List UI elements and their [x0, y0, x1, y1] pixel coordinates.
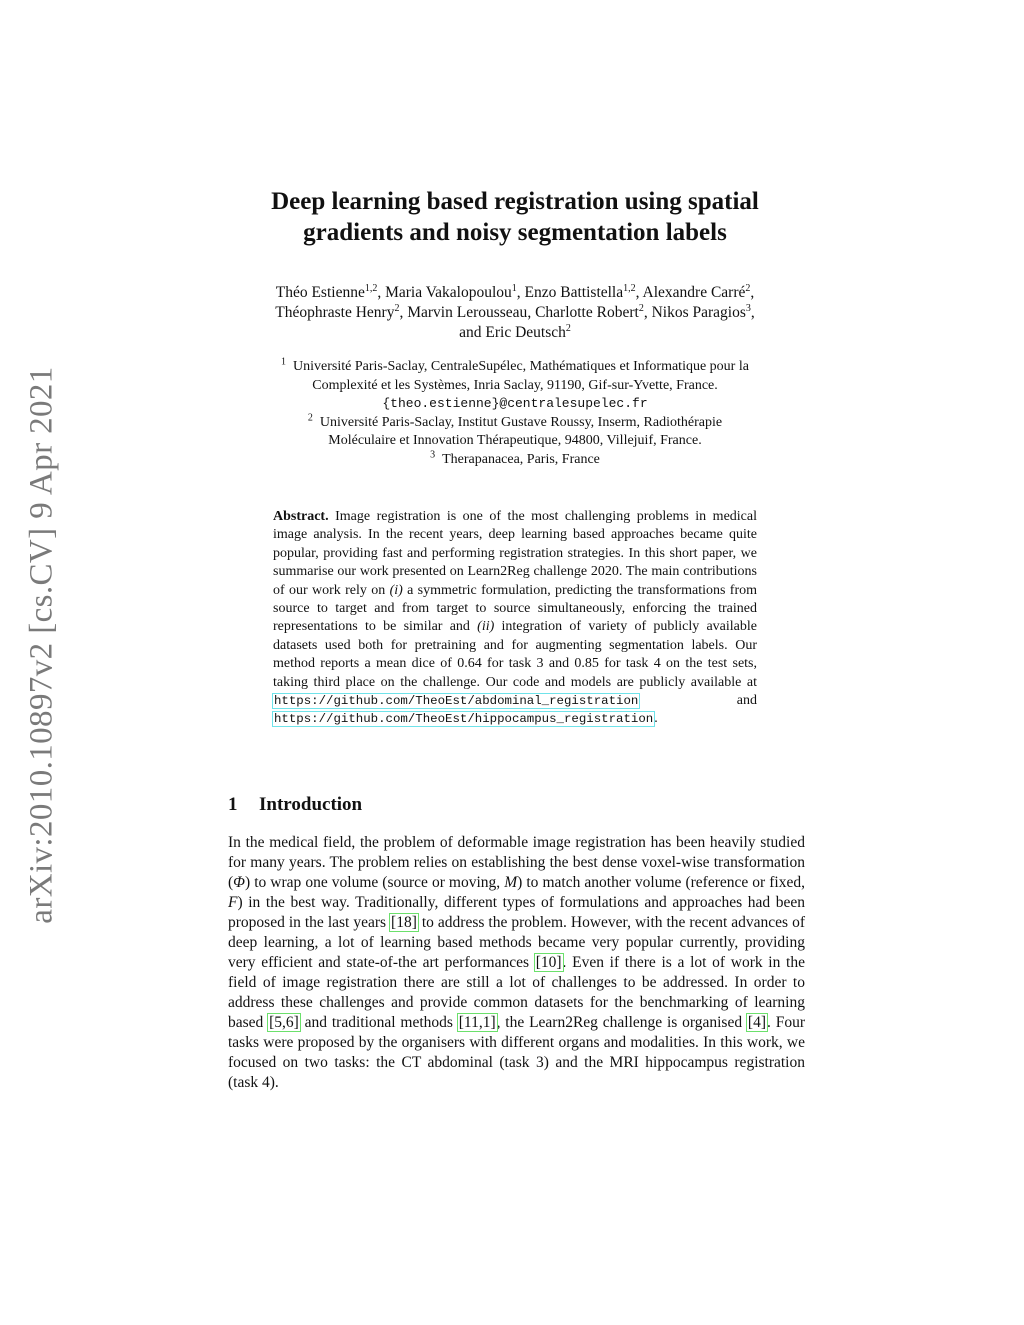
abstract-label: Abstract.	[273, 509, 329, 524]
citation-link[interactable]: [18]	[391, 914, 417, 931]
section-number: 1	[228, 794, 238, 815]
affiliation-mark: 1	[281, 356, 287, 368]
citation-link[interactable]: [4]	[747, 1014, 766, 1031]
author-name: Alexandre Carré	[642, 284, 746, 301]
affiliation-text: Therapanacea, Paris, France	[442, 451, 600, 467]
body-text: ) to match another volume (reference or fixed,	[517, 874, 805, 891]
abdominal-repo-link[interactable]: https://github.com/TheoEst/abdominal_registration	[274, 694, 639, 709]
author-affil-mark: 2	[745, 282, 751, 294]
abstract-text: a symmetric formulation, predicting the transformations from source to target and from target to source simultaneously, enforcing the trained representations to be similar and	[273, 582, 757, 635]
author-affil-mark: 3	[745, 302, 751, 314]
affiliations	[190, 358, 840, 469]
affiliation-3-line-1	[190, 448, 840, 470]
author-separator: ,	[377, 284, 386, 301]
affiliation-text: Université Paris-Saclay, Institut Gustave Roussy, Inserm, Radiothérapie	[319, 414, 723, 430]
author-name: and Eric Deutsch	[459, 324, 566, 341]
author-name: Marvin Lerousseau	[407, 304, 528, 321]
citation-link[interactable]: [11,1]	[458, 1014, 496, 1031]
section-title: Introduction	[259, 794, 363, 815]
body-text: ) to wrap one volume (source or moving,	[244, 874, 505, 891]
affiliation-1-line-1	[190, 358, 840, 377]
author-name: Maria Vakalopoulou	[385, 284, 512, 301]
body-text: In the medical field, the problem of deformable image registration has been heavily studied for many years. The problem relies on establishing the best dense voxel-wise transformation (	[228, 834, 805, 891]
body-text: . Four tasks were proposed by the organisers with different organs and modalities. In this work, we focused on two tasks: the CT abdominal (task 3) and the MRI hippocampus registration (task 4).	[228, 1014, 805, 1091]
author-separator: ,	[635, 284, 643, 301]
title-line-1: Deep learning based registration using spatial	[271, 188, 759, 215]
body-text: to address the problem. However, with the recent advances of deep learning, a lot of learning based methods became very popular currently, providing very efficient and state-of-the art performances	[228, 914, 805, 971]
author-affil-mark: 2	[638, 302, 644, 314]
citation-link[interactable]: [5,6]	[269, 1014, 299, 1031]
author-name: Théo Estienne	[275, 284, 365, 301]
title-line-2: gradients and noisy segmentation labels	[303, 219, 727, 246]
affiliation-2-line-2: Moléculaire et Innovation Thérapeutique, 94800, Villejuif, France.	[328, 433, 702, 448]
section-heading	[228, 794, 362, 816]
body-text: ) in the best way. Traditionally, different types of formulations and approaches had been proposed in the last years	[228, 894, 805, 931]
math-symbol: Φ	[233, 874, 245, 891]
contact-email	[190, 395, 840, 414]
author-separator: ,	[399, 304, 408, 321]
author-separator: ,	[750, 284, 755, 301]
author-name: Enzo Battistella	[524, 284, 624, 301]
body-text: , the Learn2Reg challenge is organised	[496, 1014, 747, 1031]
citation-link[interactable]: [10]	[535, 954, 562, 971]
author-separator: ,	[750, 304, 755, 321]
email-text: {theo.estienne}@centralesupelec.fr	[382, 396, 648, 411]
abstract-block	[273, 508, 757, 729]
math-symbol: F	[228, 894, 238, 911]
author-name: Théophraste Henry	[275, 304, 395, 321]
list-marker-i: (i)	[389, 582, 403, 598]
introduction-body	[228, 833, 805, 1093]
abstract-text: .	[654, 711, 658, 727]
abstract-text: integration of variety of publicly available datasets used both for pretraining and for augmenting segmentation labels. Our method reports a mean dice of 0.64 for task 3 and 0.85 for task 4 on the test sets, taking third place on the challenge. Our code and models are publicly available at	[273, 619, 757, 690]
affiliation-mark: 2	[307, 411, 313, 423]
author-name: Charlotte Robert	[535, 304, 639, 321]
abstract-text: Image registration is one of the most challenging problems in medical image analysis. In the recent years, deep learning based approaches became quite popular, providing fast and performing registration strategies. In this short paper, we summarise our work presented on Learn2Reg challenge 2020. The main contributions of our work rely on	[273, 509, 757, 598]
affiliation-2-line-1	[190, 411, 840, 433]
body-text: and traditional methods	[299, 1014, 458, 1031]
author-separator: ,	[527, 304, 536, 321]
author-name: Nikos Paragios	[651, 304, 746, 321]
author-affil-mark: 1	[511, 282, 517, 294]
body-text: . Even if there is a lot of work in the field of image registration there are still a lot of challenges to be addressed. In order to address these challenges and provide common datasets for the benchmarking of learning based	[228, 954, 805, 1031]
author-affil-mark: 1,2	[364, 282, 378, 294]
author-line-1	[180, 283, 850, 303]
abstract-text: and	[639, 693, 757, 709]
abstract-paragraph	[273, 508, 757, 729]
author-separator: ,	[643, 304, 652, 321]
author-line-3	[180, 323, 850, 343]
hippocampus-repo-link[interactable]: https://github.com/TheoEst/hippocampus_registration	[274, 712, 654, 727]
list-marker-ii: (ii)	[477, 619, 495, 635]
author-separator: ,	[516, 284, 525, 301]
affiliation-mark: 3	[430, 448, 436, 460]
introduction-paragraph	[228, 833, 805, 1093]
author-affil-mark: 1,2	[623, 282, 636, 294]
paper-title	[180, 186, 850, 248]
affiliation-text: Université Paris-Saclay, CentraleSupélec, Mathématiques et Informatique pour la	[293, 359, 749, 374]
author-affil-mark: 2	[394, 302, 400, 314]
affiliation-1-line-2: Complexité et les Systèmes, Inria Saclay, 91190, Gif-sur-Yvette, France.	[312, 377, 718, 393]
author-line-2	[180, 303, 850, 323]
math-symbol: M	[504, 874, 518, 891]
author-affil-mark: 2	[565, 322, 571, 334]
author-list	[180, 283, 850, 343]
arxiv-identifier-text: arXiv:2010.10897v2 [cs.CV] 9 Apr 2021	[23, 366, 60, 924]
